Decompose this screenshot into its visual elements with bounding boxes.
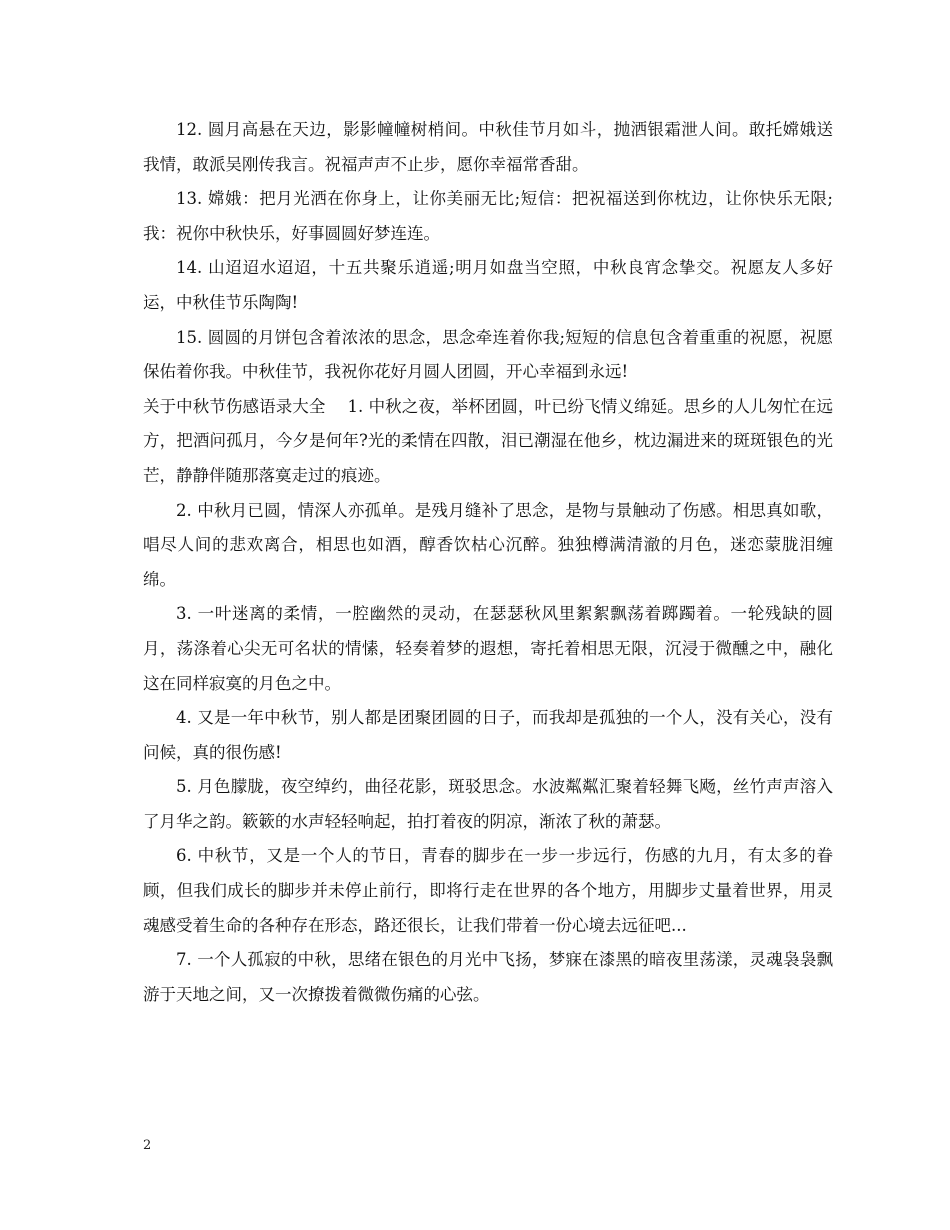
document-body [143, 113, 833, 1012]
paragraph-item-4: 4. 又是一年中秋节，别人都是团聚团圆的日子，而我却是孤独的一个人，没有关心，没有问候，真的很伤感! [143, 708, 833, 762]
paragraph-item-13: 13. 嫦娥：把月光洒在你身上，让你美丽无比;短信：把祝福送到你枕边，让你快乐无限;我：祝你中秋快乐，好事圆圆好梦连连。 [143, 189, 833, 243]
page-number: 2 [143, 1138, 152, 1153]
paragraph-item-7: 7. 一个人孤寂的中秋，思绪在银色的月光中飞扬，梦寐在漆黑的暗夜里荡漾，灵魂袅袅飘游于天地之间，又一次撩拨着微微伤痛的心弦。 [143, 950, 833, 1004]
paragraph-item-12: 12. 圆月高悬在天边，影影幢幢树梢间。中秋佳节月如斗，抛洒银霜泄人间。敢托嫦娥送我情，敢派吴刚传我言。祝福声声不止步，愿你幸福常香甜。 [143, 120, 833, 174]
section-title: 关于中秋节伤感语录大全 [143, 396, 326, 416]
paragraph-item-14: 14. 山迢迢水迢迢，十五共聚乐逍遥;明月如盘当空照，中秋良宵念挚交。祝愿友人多好运，中秋佳节乐陶陶! [143, 258, 833, 312]
paragraph-item-5: 5. 月色朦胧，夜空绰约，曲径花影，斑驳思念。水波粼粼汇聚着轻舞飞飏，丝竹声声溶入了月华之韵。簌簌的水声轻轻响起，拍打着夜的阴凉，渐浓了秋的萧瑟。 [143, 777, 833, 831]
paragraph-item-6: 6. 中秋节，又是一个人的节日，青春的脚步在一步一步远行，伤感的九月，有太多的眷顾，但我们成长的脚步并未停止前行，即将行走在世界的各个地方，用脚步丈量着世界，用灵魂感受着生命的各种存在形态，路还很长，让我们带着一份心境去远征吧... [143, 846, 833, 935]
section-heading-paragraph [143, 390, 833, 494]
paragraph-item-1: 1. 中秋之夜，举杯团圆，叶已纷飞情义绵延。思乡的人儿匆忙在远方，把酒问孤月，今夕是何年?光的柔情在四散，泪已潮湿在他乡，枕边漏进来的斑斑银色的光芒，静静伴随那落寞走过的痕迹。 [143, 396, 834, 485]
paragraph-item-2: 2. 中秋月已圆，情深人亦孤单。是残月缝补了思念，是物与景触动了伤感。相思真如歌，唱尽人间的悲欢离合，相思也如酒，醇香饮枯心沉醉。独独樽满清澈的月色，迷恋蒙胧泪缠绵。 [143, 500, 833, 589]
paragraph-item-3: 3. 一叶迷离的柔情，一腔幽然的灵动，在瑟瑟秋风里絮絮飘荡着踯躅着。一轮残缺的圆月，荡涤着心尖无可名状的情愫，轻奏着梦的遐想，寄托着相思无限，沉浸于微醺之中，融化这在同样寂寞的月色之中。 [143, 604, 833, 693]
paragraph-item-15: 15. 圆圆的月饼包含着浓浓的思念，思念牵连着你我;短短的信息包含着重重的祝愿，祝愿保佑着你我。中秋佳节，我祝你花好月圆人团圆，开心幸福到永远! [143, 327, 833, 382]
